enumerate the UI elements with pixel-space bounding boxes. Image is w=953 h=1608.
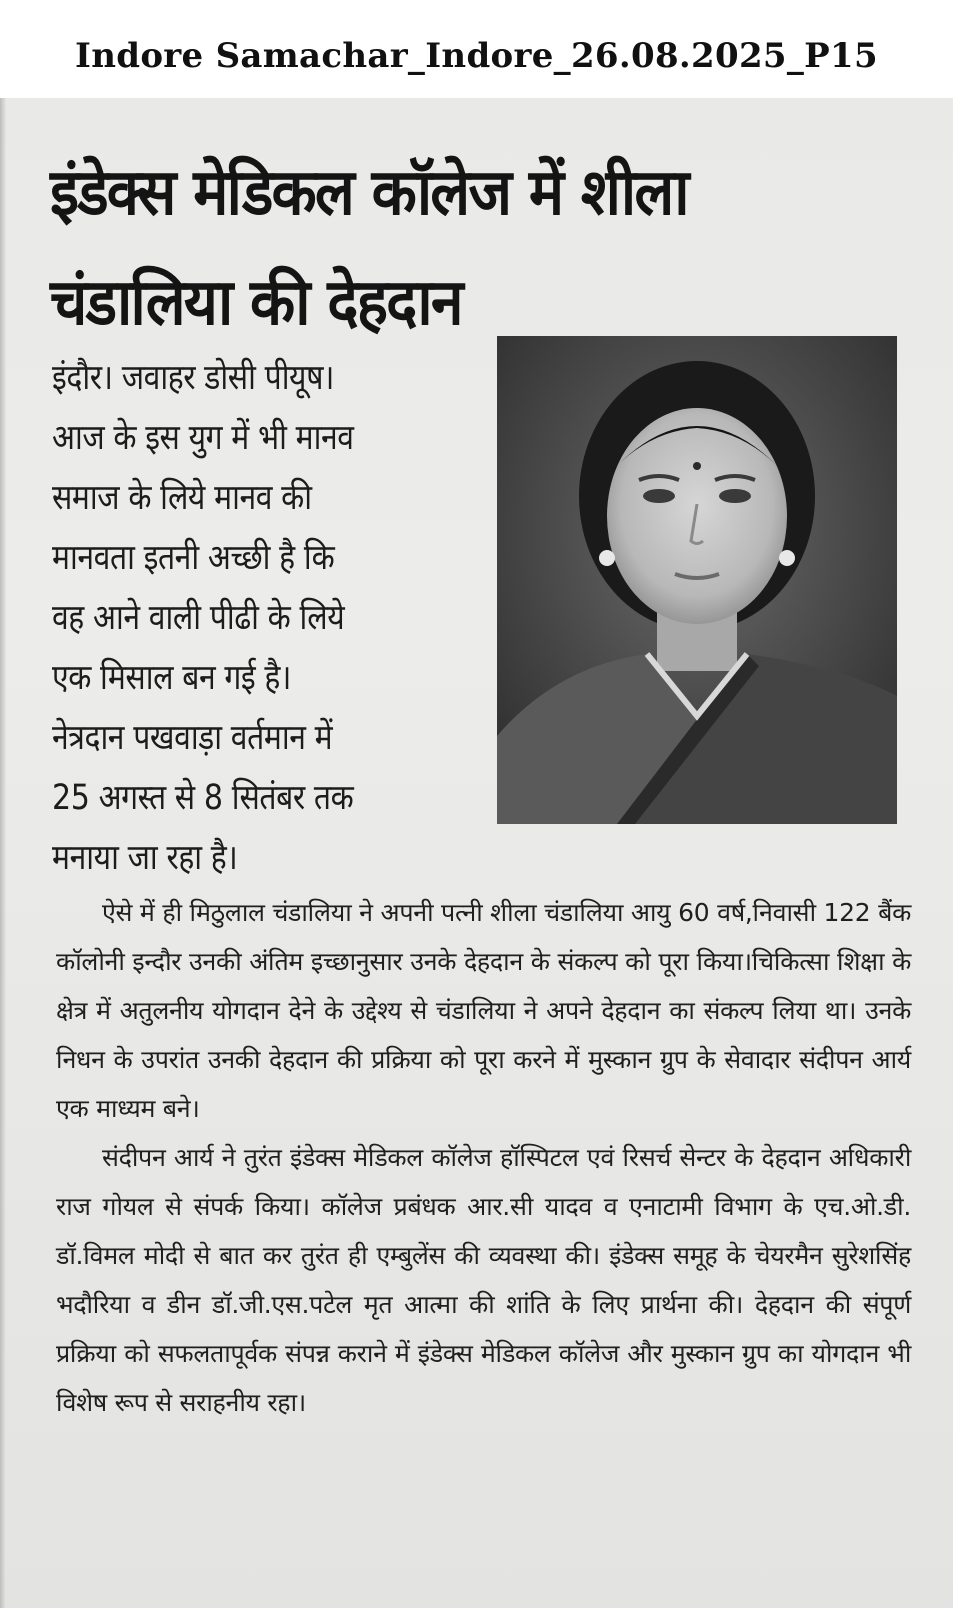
body-paragraph-1: ऐसे में ही मिठुलाल चंडालिया ने अपनी पत्नी शीला चंडालिया आयु 60 वर्ष,निवासी 122 बैंक कॉलोनी इन्दौर उनकी अंतिम इच्छानुसार उनके देहदान के संकल्प को पूरा किया।चिकित्सा शिक्षा के क्षेत्र में अतुलनीय योगदान देने के उद्देश्य से चंडालिया ने अपने देहदान का संकल्प लिया था। उनके निधन के उपरांत उनकी देहदान की प्रक्रिया को पूरा करने में मुस्कान ग्रुप के सेवादार संदीपन आर्य एक माध्यम बने। xyxy=(56,898,911,1123)
lead-line-6: एक मिसाल बन गई है। xyxy=(52,658,291,698)
clipping-caption: Indore Samachar_Indore_26.08.2025_P15 xyxy=(75,36,878,76)
portrait-photo xyxy=(497,336,897,824)
body-paragraph-2: संदीपन आर्य ने तुरंत इंडेक्स मेडिकल कॉलेज हॉस्पिटल एवं रिसर्च सेन्टर के देहदान अधिकारी राज गोयल से संपर्क किया। कॉलेज प्रबंधक आर.सी यादव व एनाटामी विभाग के एच.ओ.डी. डॉ.विमल मोदी से बात कर तुरंत ही एम्बुलेंस की व्यवस्था की। इंडेक्स समूह के चेयरमैन सुरेशसिंह भदौरिया व डीन डॉ.जी.एस.पटेल मृत आत्मा की शांति के लिए प्रार्थना की। देहदान की संपूर्ण प्रक्रिया को सफलतापूर्वक संपन्न कराने में इंडेक्स मेडिकल कॉलेज और मुस्कान ग्रुप का योगदान भी विशेष रूप से सराहनीय रहा। xyxy=(56,1143,911,1417)
lead-line-7: नेत्रदान पखवाड़ा वर्तमान में xyxy=(52,718,333,758)
lead-line-5: वह आने वाली पीढी के लिये xyxy=(52,598,345,638)
lead-paragraph xyxy=(52,348,430,888)
headline-line-2: चंडालिया की देहदान xyxy=(50,266,462,340)
article-body xyxy=(56,888,911,1427)
lead-line-2: आज के इस युग में भी मानव xyxy=(52,418,354,458)
clipping-edge xyxy=(0,98,6,1608)
headline xyxy=(50,138,804,358)
newspaper-clipping xyxy=(0,98,953,1608)
lead-line-8: 25 अगस्त से 8 सितंबर तक xyxy=(52,778,354,818)
lead-line-4: मानवता इतनी अच्छी है कि xyxy=(52,538,335,578)
lead-line-3: समाज के लिये मानव की xyxy=(52,478,312,518)
lead-line-1: इंदौर। जवाहर डोसी पीयूष। xyxy=(52,358,335,398)
headline-line-1: इंडेक्स मेडिकल कॉलेज में शीला xyxy=(50,156,688,230)
portrait-illustration xyxy=(497,336,897,824)
lead-line-9: मनाया जा रहा है। xyxy=(52,838,238,878)
